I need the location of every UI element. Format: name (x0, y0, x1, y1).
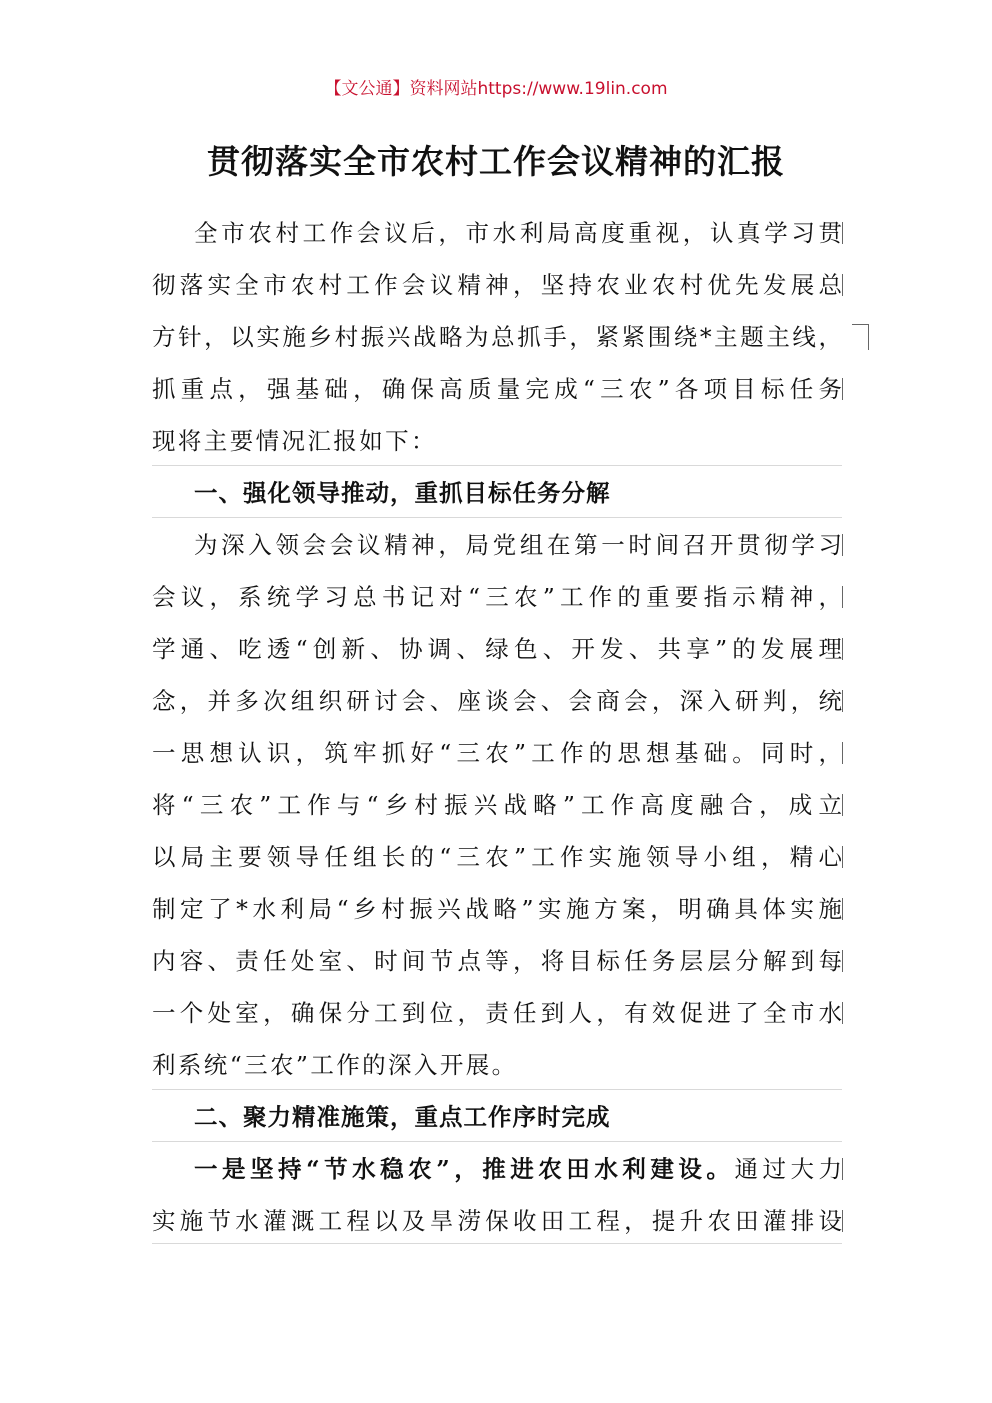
separator (152, 465, 842, 466)
margin-mark (842, 742, 843, 764)
section1-line-7: 以局主要领导任组长的“三农”工作实施领导小组，精心 (152, 843, 842, 871)
margin-mark (842, 846, 843, 868)
margin-mark (842, 1158, 843, 1180)
margin-mark (842, 534, 843, 556)
section1-heading: 一、强化领导推动，重抓目标任务分解 (194, 479, 611, 507)
margin-mark (842, 274, 843, 296)
margin-mark (842, 586, 843, 608)
section2-line-1 (194, 1144, 842, 1194)
margin-mark (868, 324, 869, 350)
section1-line-8: 制定了*水利局“乡村振兴战略”实施方案，明确具体实施 (152, 895, 842, 923)
section1-line-10: 一个处室，确保分工到位，责任到人，有效促进了全市水 (152, 999, 842, 1027)
separator (152, 517, 842, 518)
section1-line-3: 学通、吃透“创新、协调、绿色、开发、共享”的发展理 (152, 635, 842, 663)
document-title: 贯彻落实全市农村工作会议精神的汇报 (207, 142, 785, 181)
intro-line-3: 方针，以实施乡村振兴战略为总抓手，紧紧围绕*主题主线， (152, 323, 842, 351)
margin-mark (842, 1002, 843, 1024)
section2-lead-rest: 通过大力 (734, 1155, 842, 1183)
margin-mark (842, 638, 843, 660)
section1-line-9: 内容、责任处室、时间节点等，将目标任务层层分解到每 (152, 947, 842, 975)
margin-mark (842, 898, 843, 920)
margin-mark (842, 378, 843, 400)
intro-line-2: 彻落实全市农村工作会议精神，坚持农业农村优先发展总 (152, 271, 842, 299)
separator (152, 1089, 842, 1090)
intro-line-5: 现将主要情况汇报如下： (152, 427, 437, 455)
separator (152, 1141, 842, 1142)
header-brand: 【文公通】资料网站https://www.19lin.com (324, 79, 668, 99)
margin-mark (842, 950, 843, 972)
margin-mark (842, 1210, 843, 1232)
section2-heading: 二、聚力精准施策，重点工作序时完成 (194, 1103, 611, 1131)
section1-line-5: 一思想认识，筑牢抓好“三农”工作的思想基础。同时， (152, 739, 842, 767)
margin-mark (852, 324, 868, 325)
section2-bold-lead: 一是坚持“节水稳农”，推进农田水利建设。 (194, 1155, 735, 1183)
section1-line-6: 将“三农”工作与“乡村振兴战略”工作高度融合，成立 (152, 791, 842, 819)
intro-line-4: 抓重点，强基础，确保高质量完成“三农”各项目标任务 (152, 375, 842, 403)
section2-line-2: 实施节水灌溉工程以及旱涝保收田工程，提升农田灌排设 (152, 1207, 842, 1235)
separator (152, 1243, 842, 1244)
section1-line-4: 念，并多次组织研讨会、座谈会、会商会，深入研判，统 (152, 687, 842, 715)
section1-line-1: 为深入领会会议精神，局党组在第一时间召开贯彻学习 (194, 531, 842, 559)
section1-line-11: 利系统“三农”工作的深入开展。 (152, 1051, 518, 1079)
intro-line-1: 全市农村工作会议后，市水利局高度重视，认真学习贯 (194, 219, 842, 247)
margin-mark (842, 222, 843, 244)
margin-mark (842, 794, 843, 816)
section1-line-2: 会议，系统学习总书记对“三农”工作的重要指示精神， (152, 583, 842, 611)
margin-mark (842, 690, 843, 712)
